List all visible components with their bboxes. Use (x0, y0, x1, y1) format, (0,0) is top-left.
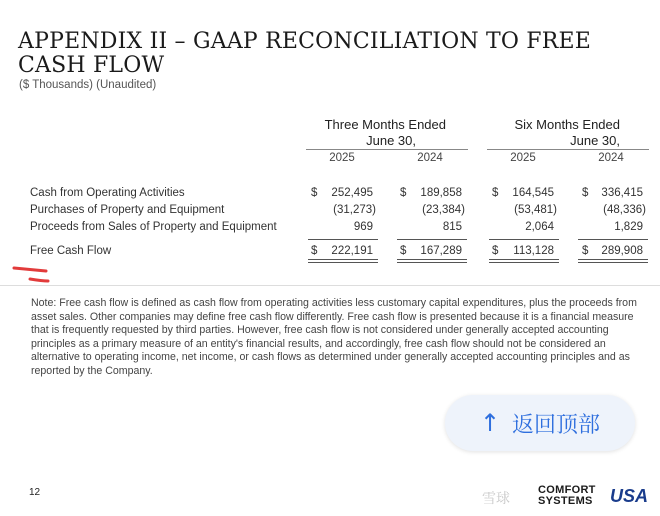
currency-symbol: $ (311, 245, 318, 257)
watermark-text: 雪球 (482, 490, 510, 506)
comfort-systems-logo (538, 484, 656, 510)
row-label: Free Cash Flow (30, 245, 112, 257)
total-double-rule (397, 259, 467, 263)
units-subtitle: ($ Thousands) (Unaudited) (19, 79, 157, 91)
group-header-line1: Six Months Ended (514, 117, 620, 132)
footnote: Note: Free cash flow is defined as cash flow from operating activities less customary capital expenditures, plus the proceeds from asset sales. Other companies may define free cash flow differently. Free cash flow is presented because it is a financial measure that is frequently requested by third parties. However, free cash flow is not considered under generally accepted accounting principles as a primary measure of an entity's financial results, and accordingly, free cash flow should not be considered an alternative to operating income, net income, or cash flows as determined under generally accepted accounting principles and as reported by the Company. (31, 297, 637, 377)
total-double-rule (578, 259, 648, 263)
table-cell: (23,384) (422, 204, 465, 216)
table-cell: 252,495 (331, 187, 373, 199)
table-cell: 164,545 (512, 187, 554, 199)
table-cell: 815 (442, 221, 462, 233)
table-cell: 113,128 (513, 245, 554, 257)
currency-symbol: $ (311, 187, 318, 199)
table-cell: 222,191 (331, 245, 373, 257)
row-label: Purchases of Property and Equipment (30, 204, 225, 216)
group-header-line2: June 30, (570, 133, 620, 148)
table-cell: 2,064 (525, 221, 554, 233)
currency-symbol: $ (400, 187, 407, 199)
currency-symbol: $ (400, 245, 407, 257)
table-cell: 289,908 (601, 245, 643, 257)
logo-usa: USA (610, 486, 649, 506)
table-cell: (48,336) (603, 204, 646, 216)
three-months-header (300, 117, 446, 149)
table-cell: 969 (353, 221, 373, 233)
group-header-line1: Three Months Ended (324, 117, 446, 132)
red-pen-mark (10, 262, 54, 284)
row-label: Cash from Operating Activities (30, 187, 185, 199)
subtotal-rule (489, 239, 559, 240)
section-divider (0, 285, 660, 286)
table-cell: 189,858 (420, 187, 462, 199)
subtotal-rule (578, 239, 648, 240)
row-label: Proceeds from Sales of Property and Equipment (30, 221, 277, 233)
page-number: 12 (29, 487, 41, 498)
table-cell: (53,481) (514, 204, 557, 216)
six-months-underline (487, 149, 649, 150)
subtotal-rule (397, 239, 467, 240)
logo-line1: COMFORT (538, 484, 596, 496)
currency-symbol: $ (492, 245, 499, 257)
back-to-top-button[interactable] (445, 395, 635, 451)
table-cell: (31,273) (333, 204, 376, 216)
table-cell: 167,289 (420, 245, 462, 257)
arrow-up-icon: ↑ (479, 409, 501, 437)
table-cell: 336,415 (601, 187, 643, 199)
subtotal-rule (308, 239, 378, 240)
total-double-rule (489, 259, 559, 263)
group-header-line2: June 30, (366, 133, 416, 148)
year-header: 2025 (510, 152, 536, 164)
currency-symbol: $ (582, 187, 589, 199)
three-months-underline (306, 149, 468, 150)
six-months-header (480, 117, 620, 149)
year-header: 2025 (329, 152, 355, 164)
currency-symbol: $ (492, 187, 499, 199)
back-to-top-label: 返回顶部 (512, 412, 601, 438)
currency-symbol: $ (582, 245, 589, 257)
year-header: 2024 (417, 152, 443, 164)
table-cell: 1,829 (614, 221, 643, 233)
year-header: 2024 (598, 152, 624, 164)
page-title: APPENDIX II – GAAP RECONCILIATION TO FREE CASH FLOW (18, 29, 592, 78)
logo-line2: SYSTEMS (538, 495, 593, 507)
total-double-rule (308, 259, 378, 263)
